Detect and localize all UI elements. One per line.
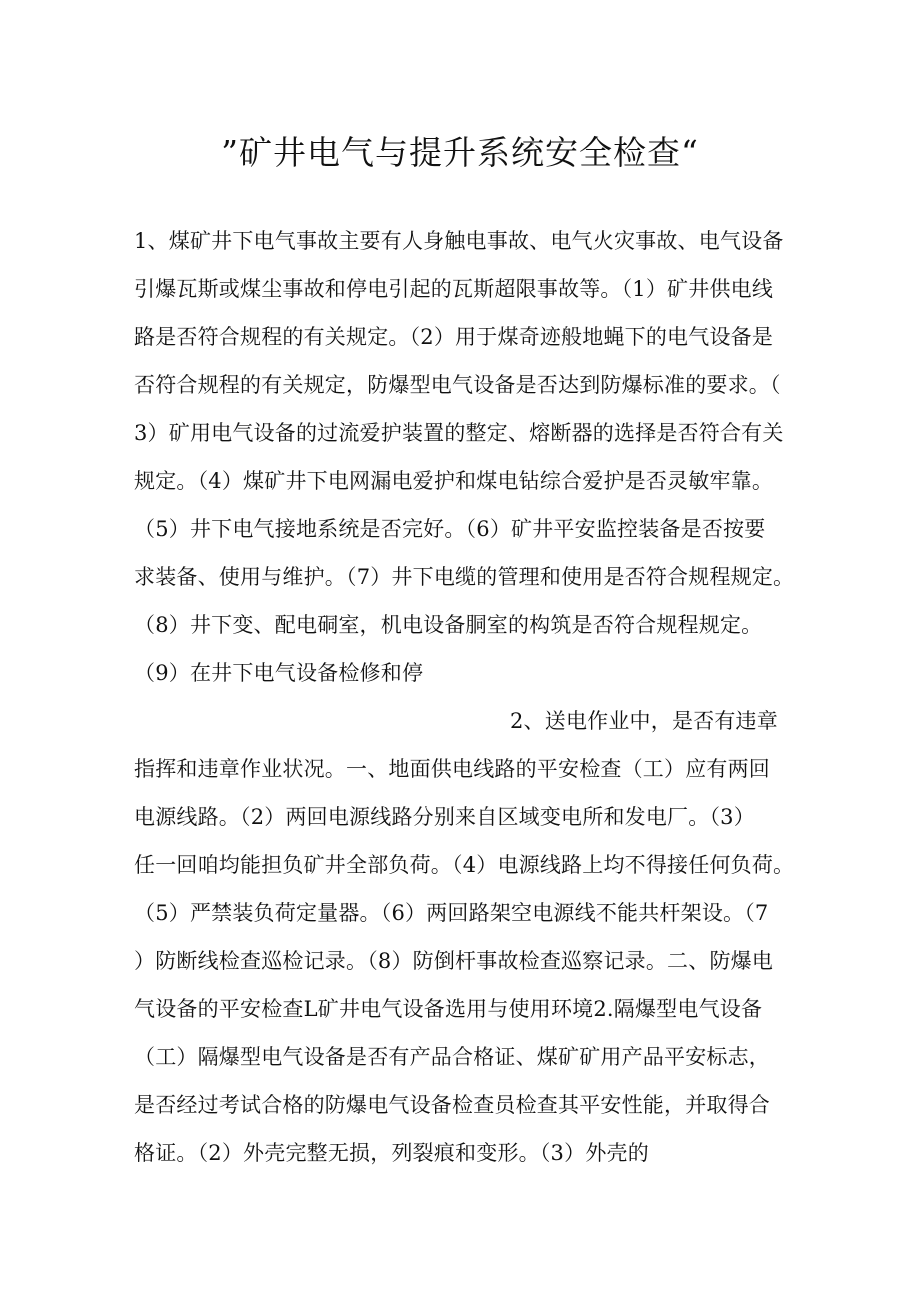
text-line: 3）矿用电气设备的过流爱护装置的整定、熔断器的选择是否符合有关 <box>134 421 784 445</box>
text-line: 路是否符合规程的有关规定。（2）用于煤奇迹般地蝇下的电气设备是 <box>134 325 774 349</box>
text-line: （工）隔爆型电气设备是否有产品合格证、煤矿矿用产品平安标志， <box>134 1045 770 1069</box>
text-line: （5）井下电气接地系统是否完好。（6）矿井平安监控装备是否按要 <box>134 517 766 541</box>
text-line: ）防断线检查巡检记录。（8）防倒杆事故检查巡察记录。二、防爆电 <box>134 949 774 973</box>
text-line: 任一回咱均能担负矿井全部负荷。（4）电源线路上均不得接任何负荷。 <box>134 853 795 877</box>
text-line: （9）在井下电气设备检修和停 <box>134 661 424 685</box>
text-line: 2、送电作业中，是否有违章 <box>510 709 778 733</box>
text-line: 指挥和违章作业状况。一、地面供电线路的平安检查（工）应有两回 <box>134 757 770 781</box>
document-title: ”矿井电气与提升系统安全检查“ <box>221 133 699 172</box>
text-line: 气设备的平安检查L矿井电气设备选用与使用环境2.隔爆型电气设备 <box>134 997 763 1021</box>
text-line: 否符合规程的有关规定，防爆型电气设备是否达到防爆标准的要求。（ <box>134 373 781 397</box>
text-line: （8）井下变、配电硐室，机电设备胴室的构筑是否符合规程规定。 <box>134 613 763 637</box>
text-line: 是否经过考试合格的防爆电气设备检查员检查其平安性能，并取得合 <box>134 1093 770 1117</box>
text-line: （5）严禁装负荷定量器。（6）两回路架空电源线不能共杆架设。（7 <box>134 901 769 925</box>
text-line: 规定。（4）煤矿井下电网漏电爱护和煤电钻综合爱护是否灵敏牢靠。 <box>134 469 774 493</box>
text-line: 格证。（2）外壳完整无损，列裂痕和变形。（3）外壳的 <box>134 1141 649 1165</box>
text-line: 引爆瓦斯或煤尘事故和停电引起的瓦斯超限事故等。（1）矿井供电线 <box>134 277 774 301</box>
text-line: 1、煤矿井下电气事故主要有人身触电事故、电气火灾事故、电气设备 <box>134 229 784 253</box>
text-line: 电源线路。（2）两回电源线路分别来自区域变电所和发电厂。（3） <box>134 805 755 829</box>
text-line: 求装备、使用与维护。（7）井下电缆的管理和使用是否符合规程规定。 <box>134 565 795 589</box>
